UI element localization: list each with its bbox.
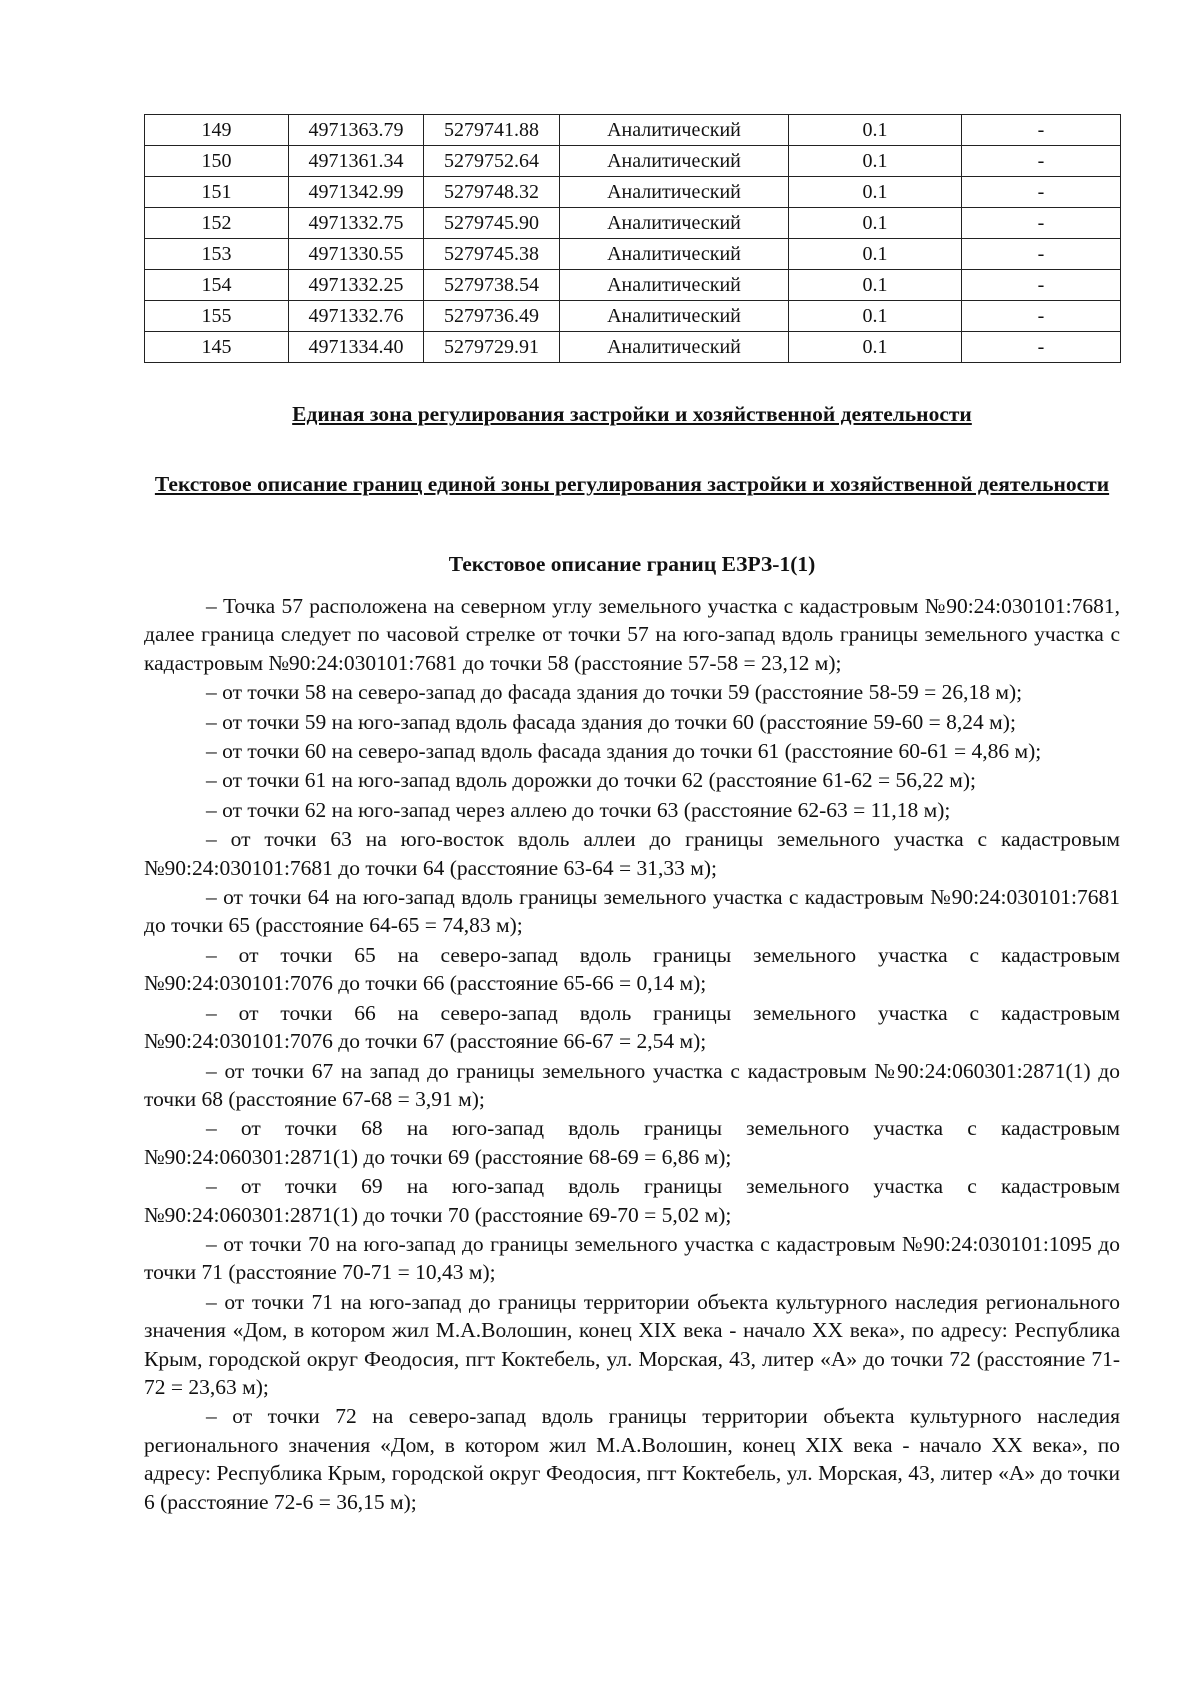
method-cell: Аналитический: [560, 115, 789, 146]
coordinates-table: [144, 114, 1121, 363]
point-number-cell: 153: [145, 239, 289, 270]
accuracy-cell: 0.1: [789, 332, 962, 363]
point-number-cell: 145: [145, 332, 289, 363]
boundary-paragraph: – от точки 64 на юго-запад вдоль границы земельного участка с кадастровым №90:24:030101:7681 до точки 65 (расстояние 64-65 = 74,83 м);: [144, 885, 1120, 938]
boundary-paragraph: – от точки 72 на северо-запад вдоль границы территории объекта культурного наследия регионального значения «Дом, в котором жил М.А.Волошин, конец XIX века - начало XX века», по адресу: Республика Крым, городской округ Феодосия, пгт Коктебель, ул. Морская, 43, литер «А» до точки 6 (расстояние 72-6 = 36,15 м);: [144, 1404, 1120, 1514]
table-row: [145, 146, 1121, 177]
boundary-paragraph: – от точки 58 на северо-запад до фасада здания до точки 59 (расстояние 58-59 = 26,18 м);: [206, 680, 1023, 705]
boundary-paragraph: – от точки 61 на юго-запад вдоль дорожки до точки 62 (расстояние 61-62 = 56,22 м);: [206, 768, 976, 793]
y-coordinate-cell: 5279748.32: [424, 177, 560, 208]
y-coordinate-cell: 5279738.54: [424, 270, 560, 301]
boundary-paragraph: – от точки 63 на юго-восток вдоль аллеи до границы земельного участка с кадастровым №90:24:030101:7681 до точки 64 (расстояние 63-64 = 31,33 м);: [144, 827, 1120, 880]
boundary-paragraph: – от точки 66 на северо-запад вдоль границы земельного участка с кадастровым №90:24:030101:7076 до точки 67 (расстояние 66-67 = 2,54 м);: [144, 1000, 1120, 1054]
method-cell: Аналитический: [560, 177, 789, 208]
boundary-paragraph: – от точки 71 на юго-запад до границы территории объекта культурного наследия регионального значения «Дом, в котором жил М.А.Волошин, конец XIX века - начало XX века», по адресу: Республика Крым, городской округ Феодосия, пгт Коктебель, ул. Морская, 43, литер «А» до точки 72 (расстояние 71-72 = 23,63 м);: [144, 1289, 1120, 1399]
point-number-cell: 152: [145, 208, 289, 239]
boundary-description: [144, 592, 1120, 1517]
note-cell: -: [962, 301, 1121, 332]
table-row: [145, 301, 1121, 332]
y-coordinate-cell: 5279741.88: [424, 115, 560, 146]
section-title: Текстовое описание границ ЕЗРЗ-1(1): [448, 552, 816, 576]
table-row: [145, 115, 1121, 146]
x-coordinate-cell: 4971332.75: [289, 208, 424, 239]
note-cell: -: [962, 332, 1121, 363]
description-title: Текстовое описание границ единой зоны регулирования застройки и хозяйственной деятельности: [154, 472, 1110, 496]
x-coordinate-cell: 4971332.76: [289, 301, 424, 332]
y-coordinate-cell: 5279729.91: [424, 332, 560, 363]
boundary-paragraph: – от точки 69 на юго-запад вдоль границы земельного участка с кадастровым №90:24:060301:2871(1) до точки 70 (расстояние 69-70 = 5,02 м);: [144, 1174, 1120, 1227]
table-row: [145, 239, 1121, 270]
zone-title: Единая зона регулирования застройки и хозяйственной деятельности: [292, 402, 972, 426]
note-cell: -: [962, 177, 1121, 208]
y-coordinate-cell: 5279736.49: [424, 301, 560, 332]
method-cell: Аналитический: [560, 239, 789, 270]
accuracy-cell: 0.1: [789, 239, 962, 270]
point-number-cell: 151: [145, 177, 289, 208]
x-coordinate-cell: 4971334.40: [289, 332, 424, 363]
method-cell: Аналитический: [560, 146, 789, 177]
boundary-paragraph: – от точки 65 на северо-запад вдоль границы земельного участка с кадастровым №90:24:030101:7076 до точки 66 (расстояние 65-66 = 0,14 м);: [144, 942, 1120, 996]
y-coordinate-cell: 5279752.64: [424, 146, 560, 177]
table-row: [145, 177, 1121, 208]
accuracy-cell: 0.1: [789, 177, 962, 208]
y-coordinate-cell: 5279745.90: [424, 208, 560, 239]
x-coordinate-cell: 4971361.34: [289, 146, 424, 177]
boundary-paragraph: – Точка 57 расположена на северном углу земельного участка с кадастровым №90:24:030101:7681, далее граница следует по часовой стрелке от точки 57 на юго-запад вдоль границы земельного участка с кадастровым №90:24:030101:7681 до точки 58 (расстояние 57-58 = 23,12 м);: [144, 594, 1120, 675]
boundary-paragraph: – от точки 67 на запад до границы земельного участка с кадастровым №90:24:060301:2871(1) до точки 68 (расстояние 67-68 = 3,91 м);: [144, 1058, 1120, 1111]
point-number-cell: 154: [145, 270, 289, 301]
method-cell: Аналитический: [560, 208, 789, 239]
boundary-paragraph: – от точки 70 на юго-запад до границы земельного участка с кадастровым №90:24:030101:1095 до точки 71 (расстояние 70-71 = 10,43 м);: [144, 1231, 1120, 1285]
accuracy-cell: 0.1: [789, 301, 962, 332]
boundary-paragraph: – от точки 60 на северо-запад вдоль фасада здания до точки 61 (расстояние 60-61 = 4,86 м);: [206, 739, 1042, 764]
x-coordinate-cell: 4971332.25: [289, 270, 424, 301]
point-number-cell: 155: [145, 301, 289, 332]
boundary-paragraph: – от точки 62 на юго-запад через аллею до точки 63 (расстояние 62-63 = 11,18 м);: [206, 797, 951, 822]
table-row: [145, 332, 1121, 363]
method-cell: Аналитический: [560, 270, 789, 301]
method-cell: Аналитический: [560, 332, 789, 363]
note-cell: -: [962, 270, 1121, 301]
note-cell: -: [962, 239, 1121, 270]
x-coordinate-cell: 4971330.55: [289, 239, 424, 270]
accuracy-cell: 0.1: [789, 146, 962, 177]
x-coordinate-cell: 4971342.99: [289, 177, 424, 208]
y-coordinate-cell: 5279745.38: [424, 239, 560, 270]
x-coordinate-cell: 4971363.79: [289, 115, 424, 146]
coordinates-table-body: [145, 115, 1121, 363]
note-cell: -: [962, 208, 1121, 239]
point-number-cell: 149: [145, 115, 289, 146]
note-cell: -: [962, 115, 1121, 146]
table-row: [145, 208, 1121, 239]
accuracy-cell: 0.1: [789, 270, 962, 301]
note-cell: -: [962, 146, 1121, 177]
table-row: [145, 270, 1121, 301]
boundary-paragraph: – от точки 68 на юго-запад вдоль границы земельного участка с кадастровым №90:24:060301:2871(1) до точки 69 (расстояние 68-69 = 6,86 м);: [144, 1116, 1120, 1169]
method-cell: Аналитический: [560, 301, 789, 332]
point-number-cell: 150: [145, 146, 289, 177]
accuracy-cell: 0.1: [789, 115, 962, 146]
boundary-paragraph: – от точки 59 на юго-запад вдоль фасада здания до точки 60 (расстояние 59-60 = 8,24 м);: [206, 709, 1016, 734]
accuracy-cell: 0.1: [789, 208, 962, 239]
